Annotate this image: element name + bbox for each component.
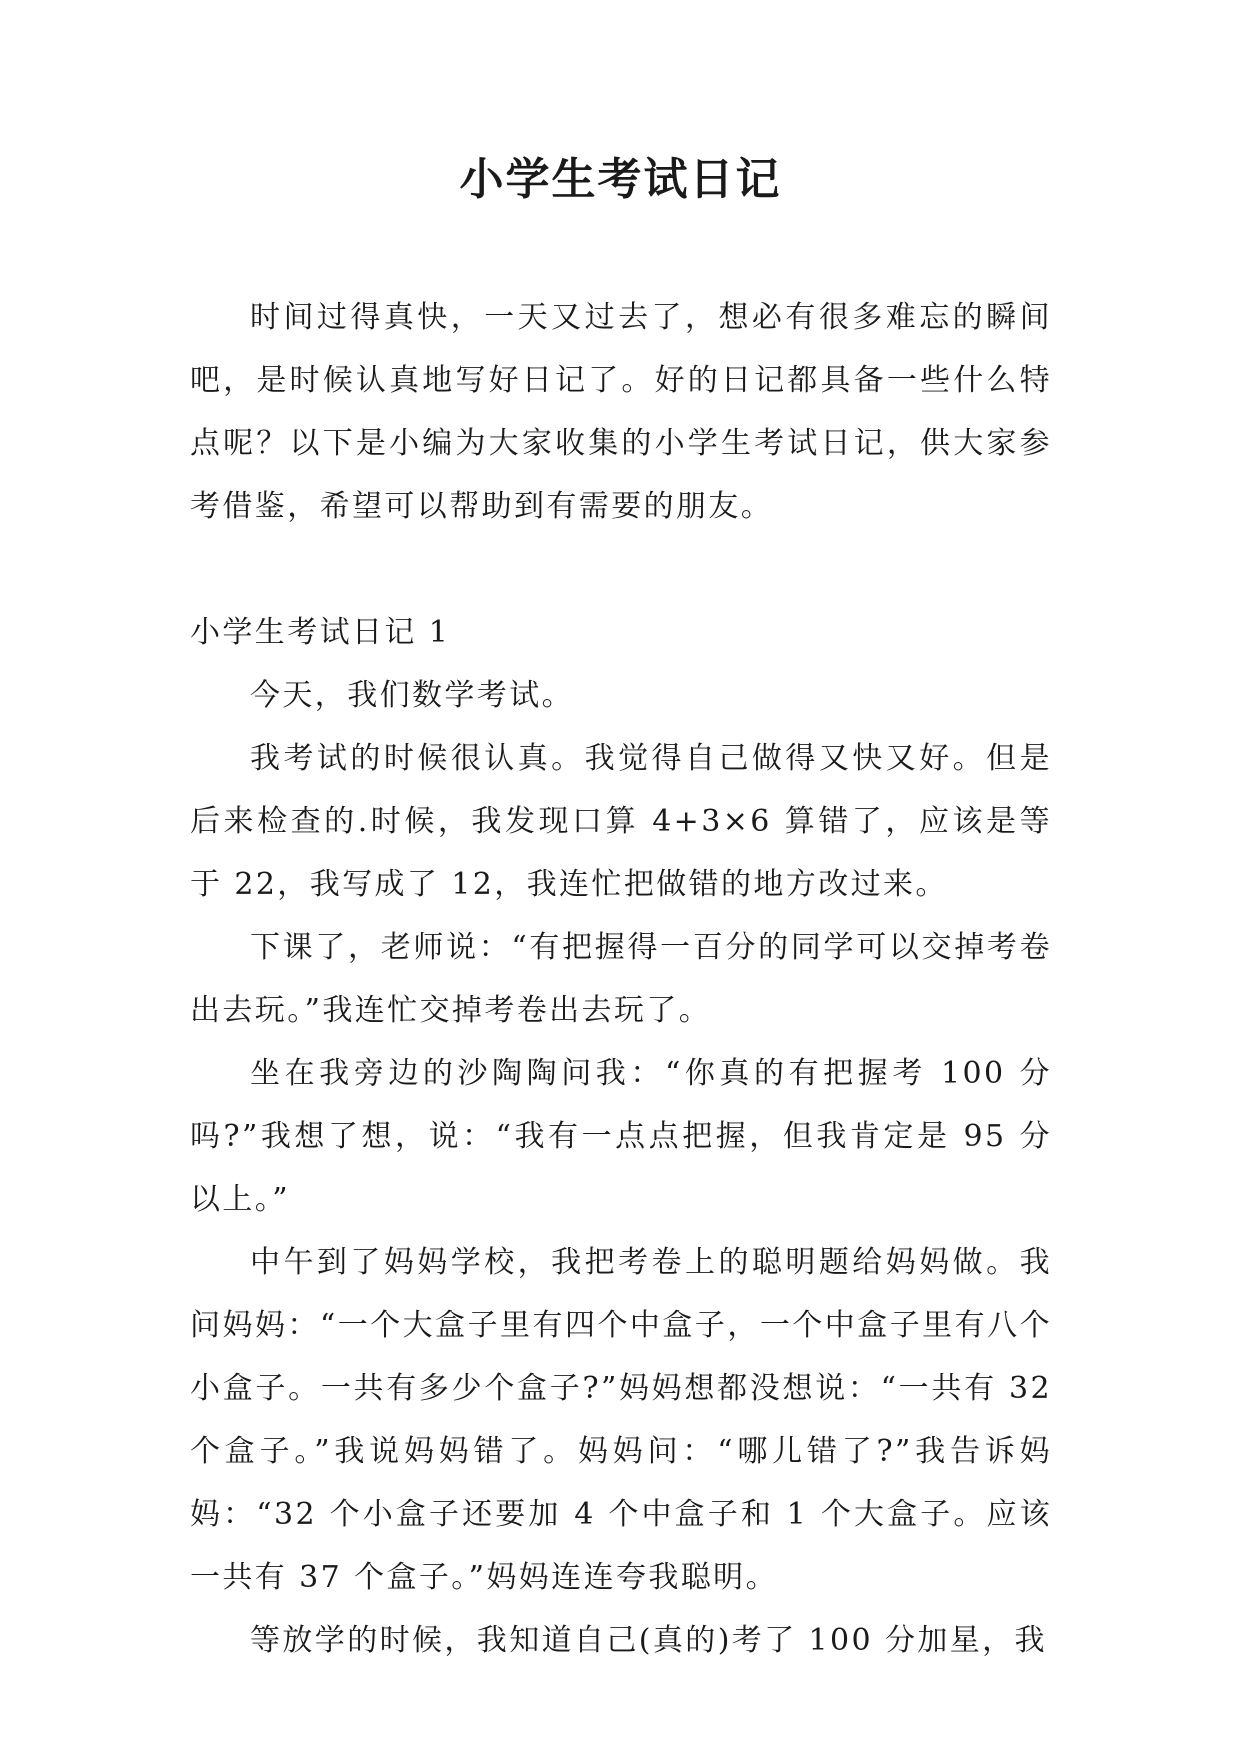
body-paragraph: 下课了，老师说：“有把握得一百分的同学可以交掉考卷出去玩。”我连忙交掉考卷出去玩了。 xyxy=(190,930,1052,1028)
section-heading: 小学生考试日记 1 xyxy=(190,615,451,650)
document-body xyxy=(190,286,1052,1672)
intro-paragraph: 时间过得真快，一天又过去了，想必有很多难忘的瞬间吧，是时候认真地写好日记了。好的日记都具备一些什么特点呢？以下是小编为大家收集的小学生考试日记，供大家参考借鉴，希望可以帮助到有需要的朋友。 xyxy=(190,300,1052,524)
document-title: 小学生考试日记 xyxy=(459,154,782,205)
body-paragraph: 坐在我旁边的沙陶陶问我：“你真的有把握考 100 分吗?”我想了想，说：“我有一点点把握，但我肯定是 95 分以上。” xyxy=(190,1056,1052,1217)
body-paragraph: 等放学的时候，我知道自己(真的)考了 100 分加星，我 xyxy=(250,1623,1047,1658)
body-paragraph: 今天，我们数学考试。 xyxy=(250,678,574,713)
body-paragraph: 中午到了妈妈学校，我把考卷上的聪明题给妈妈做。我问妈妈：“一个大盒子里有四个中盒子，一个中盒子里有八个小盒子。一共有多少个盒子?”妈妈想都没想说：“一共有 32 个盒子。”我说妈妈错了。妈妈问：“哪儿错了?”我告诉妈妈：“32 个小盒子还要加 4 个中盒子和 1 个大盒子。应该一共有 37 个盒子。”妈妈连连夸我聪明。 xyxy=(190,1245,1052,1595)
body-paragraph: 我考试的时候很认真。我觉得自己做得又快又好。但是后来检查的.时候，我发现口算 4+3×6 算错了，应该是等于 22，我写成了 12，我连忙把做错的地方改过来。 xyxy=(190,741,1052,902)
